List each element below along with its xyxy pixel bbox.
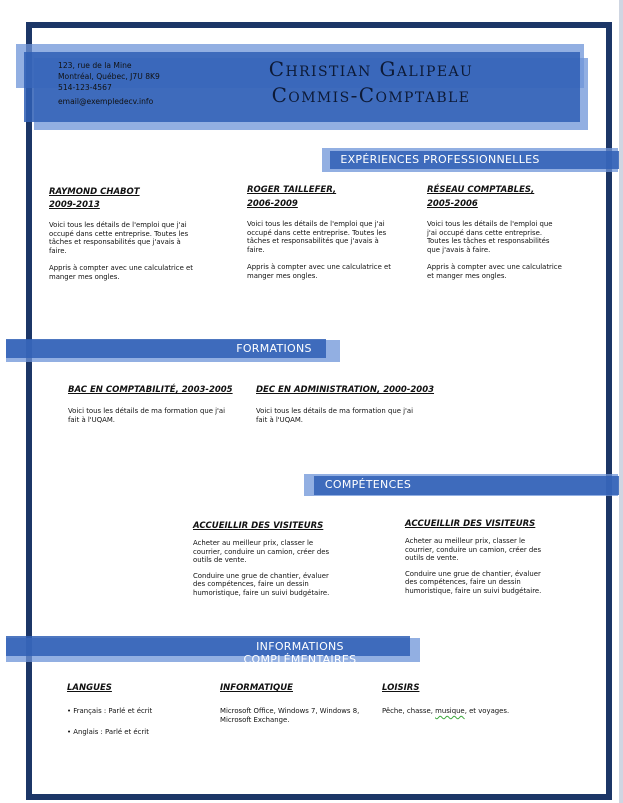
education-desc: Voici tous les détails de ma formation que j'ai fait à l'UQAM. [68, 407, 226, 424]
experience-years: 2009-2013 [49, 200, 100, 210]
hobbies-heading: LOISIRS [382, 683, 420, 693]
experience-desc: Voici tous les détails de l'emploi que j'ai occupé dans cette entreprise. Toutes les tâches et responsabilités que j'avais à faire. [49, 221, 189, 255]
education-degree: DEC EN ADMINISTRATION, 2000-2003 [256, 385, 435, 395]
spellcheck-flagged-word: musique [435, 707, 465, 715]
skills-heading: ACCUEILLIR DES VISITEURS [193, 521, 324, 531]
education-desc: Voici tous les détails de ma formation que j'ai fait à l'UQAM. [256, 407, 414, 424]
contact-city: Montréal, Québec, J7U 8K9 [58, 72, 160, 81]
skills-heading: ACCUEILLIR DES VISITEURS [405, 519, 536, 529]
skills-para-2: Conduire une grue de chantier, évaluer des compétences, faire un dessin humoristique, faire un suivi budgétaire. [405, 569, 542, 595]
additional-title: INFORMATIONS COMPLÉMENTAIRES [243, 640, 357, 666]
education-col-1 [68, 384, 248, 424]
experience-desc: Voici tous les détails de l'emploi que j'ai occupé dans cette entreprise. Toutes les tâches et responsabilités que j'avais à faire. [247, 220, 387, 254]
hobbies-col [382, 682, 552, 716]
experience-title: EXPÉRIENCES PROFESSIONNELLES [340, 153, 540, 166]
education-degree: BAC EN COMPTABILITÉ, 2003-2005 [68, 385, 233, 395]
computing-desc: Microsoft Office, Windows 7, Windows 8, Microsoft Exchange. [220, 707, 360, 724]
experience-extra: Appris à compter avec une calculatrice et manger mes ongles. [247, 263, 391, 280]
contact-phone: 514-123-4567 [58, 83, 112, 92]
candidate-job-title: Commis-Comptable [271, 83, 471, 107]
languages-heading: LANGUES [67, 683, 112, 693]
skills-para-1: Acheter au meilleur prix, classer le courrier, conduire un camion, créer des outils de vente. [193, 539, 330, 565]
experience-extra: Appris à compter avec une calculatrice et manger mes ongles. [49, 264, 193, 281]
hobbies-desc: Pêche, chasse, musique, et voyages. [382, 707, 510, 715]
experience-years: 2005-2006 [427, 199, 478, 209]
skills-para-1: Acheter au meilleur prix, classer le courrier, conduire un camion, créer des outils de vente. [405, 537, 542, 563]
contact-email[interactable]: email@exempledecv.info [58, 97, 154, 106]
skills-col-1 [193, 520, 353, 598]
computing-heading: INFORMATIQUE [220, 683, 293, 693]
languages-col [67, 682, 207, 737]
experience-company: RÉSEAU COMPTABLES, [427, 185, 535, 195]
education-title: FORMATIONS [236, 342, 312, 355]
computing-col [220, 682, 380, 724]
experience-col-3 [427, 184, 577, 281]
experience-col-1 [49, 186, 209, 282]
window-right-edge [619, 0, 623, 803]
experience-desc: Voici tous les détails de l'emploi que j'ai occupé dans cette entreprise. Toutes les tâches et responsabilités que j'avais à faire. [427, 220, 553, 254]
skills-para-2: Conduire une grue de chantier, évaluer des compétences, faire un dessin humoristique, faire un suivi budgétaire. [193, 571, 330, 597]
language-item: • Français : Parlé et écrit [67, 707, 153, 715]
experience-years: 2006-2009 [247, 199, 298, 209]
candidate-name: Christian Galipeau [268, 57, 474, 81]
skills-title: COMPÉTENCES [324, 478, 412, 491]
experience-extra: Appris à compter avec une calculatrice et manger mes ongles. [427, 263, 562, 280]
skills-col-2 [405, 518, 565, 596]
education-col-2 [256, 384, 446, 424]
experience-company: RAYMOND CHABOT [49, 187, 140, 197]
experience-col-2 [247, 184, 412, 281]
contact-address: 123, rue de la Mine [58, 61, 132, 70]
experience-company: ROGER TAILLEFER, [247, 185, 337, 195]
language-item: • Anglais : Parlé et écrit [67, 728, 149, 736]
